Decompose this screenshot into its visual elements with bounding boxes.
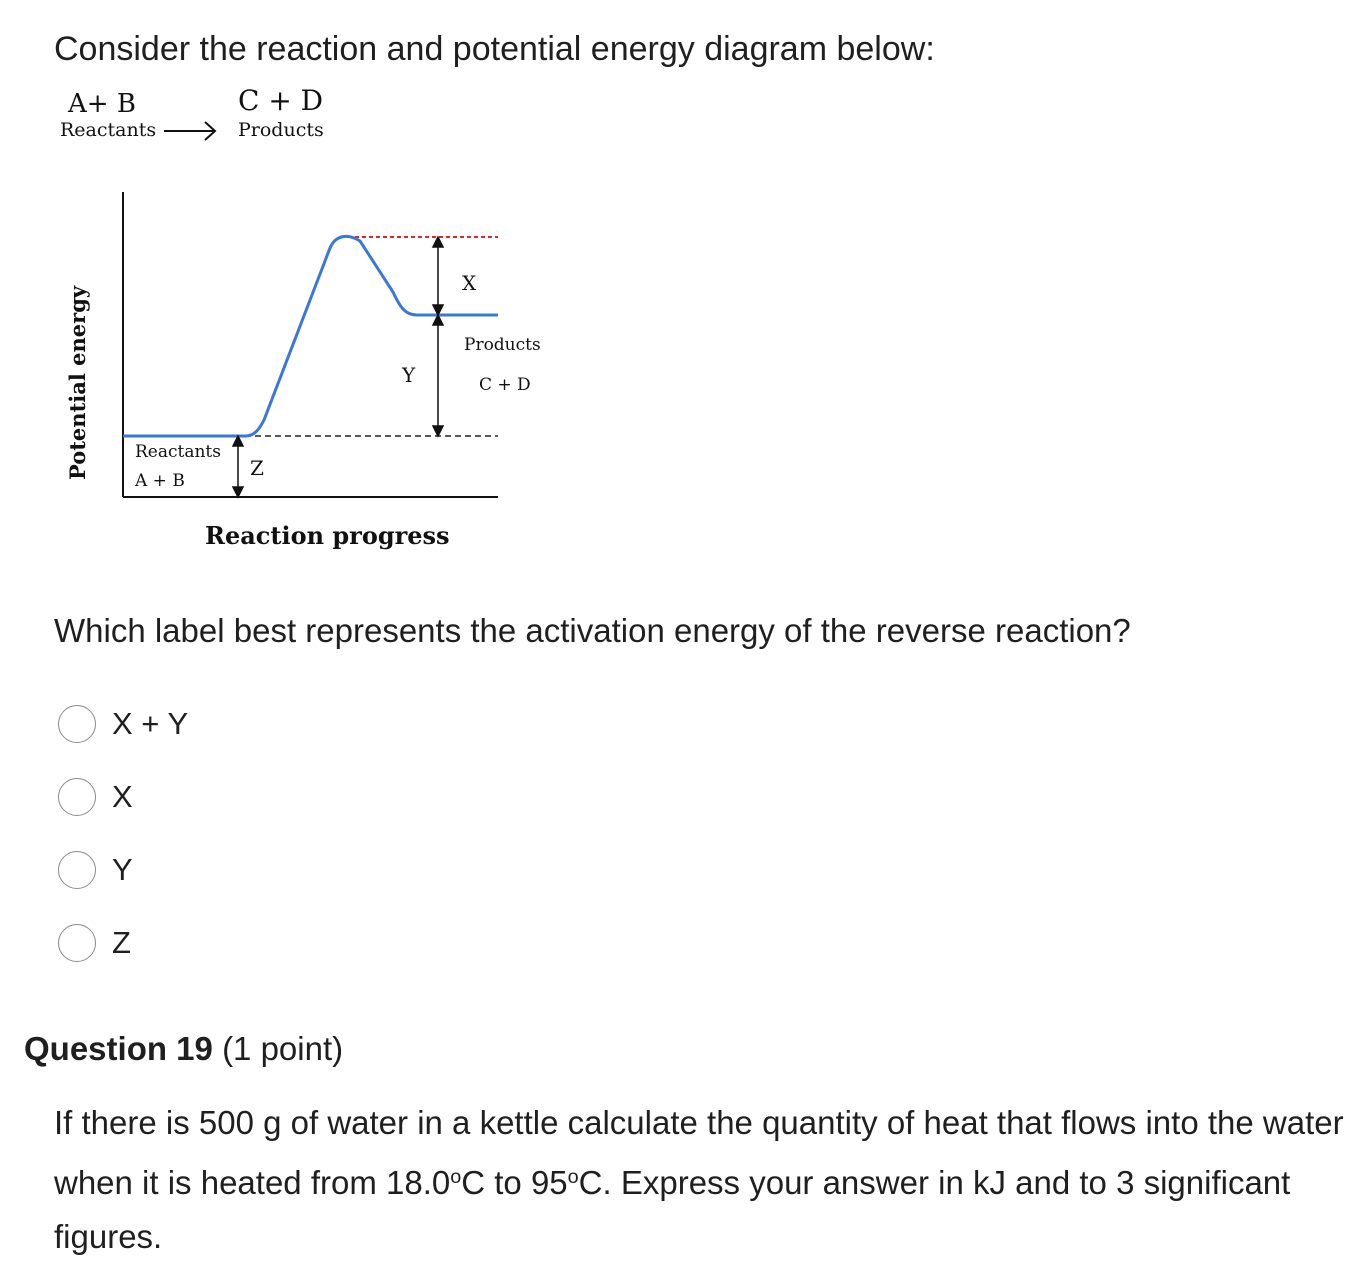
option-x[interactable] — [58, 773, 188, 821]
option-label: X + Y — [112, 706, 189, 741]
option-label: Y — [112, 852, 133, 887]
question-19-text — [54, 1096, 1354, 1264]
reactants-caption: Reactants — [60, 119, 157, 141]
products-formula: C + D — [238, 84, 324, 117]
question-prompt: Which label best represents the activation energy of the reverse reaction? — [54, 612, 1131, 649]
potential-energy-diagram — [55, 180, 575, 560]
reactants-word: Reactants — [135, 442, 221, 462]
degree-symbol: o — [567, 1166, 579, 1188]
answer-options — [58, 700, 188, 992]
reaction-arrow-icon — [164, 122, 215, 140]
radio-button[interactable] — [58, 851, 96, 889]
option-x-plus-y[interactable] — [58, 700, 188, 748]
x-axis-label: Reaction progress — [205, 521, 450, 550]
option-label: Z — [112, 925, 131, 960]
reaction-equation — [56, 84, 356, 154]
question-19-header — [24, 1030, 343, 1068]
energy-curve — [123, 236, 498, 436]
products-formula-label: C + D — [479, 375, 531, 395]
question-points: (1 point) — [222, 1030, 344, 1067]
products-caption: Products — [238, 119, 324, 141]
label-y: Y — [402, 363, 416, 387]
radio-button[interactable] — [58, 924, 96, 962]
option-y[interactable] — [58, 846, 188, 894]
reactants-formula-label: A + B — [135, 471, 185, 491]
degree-symbol: o — [450, 1166, 462, 1188]
option-z[interactable] — [58, 919, 188, 967]
label-x: X — [462, 271, 477, 295]
arrow-x — [433, 237, 443, 315]
question-intro: Consider the reaction and potential energy diagram below: — [54, 30, 935, 68]
radio-button[interactable] — [58, 778, 96, 816]
question-text-part1: If there is 500 g of water in a kettle calculate the quantity of heat that flows into the water when it is heated from 18.0 — [54, 1104, 1344, 1201]
arrow-z — [233, 436, 243, 497]
question-text-part2: C to 95 — [461, 1163, 568, 1201]
arrow-y — [433, 315, 443, 436]
question-title: Question 19 — [24, 1030, 213, 1067]
products-word: Products — [464, 335, 541, 355]
question-text-part3: C. Express your answer in kJ and to 3 significant figures. — [54, 1163, 1291, 1255]
option-label: X — [112, 779, 133, 814]
y-axis-label: Potential energy — [65, 285, 90, 480]
label-z: Z — [250, 456, 264, 480]
reactants-formula: A+ B — [68, 89, 136, 119]
radio-button[interactable] — [58, 705, 96, 743]
